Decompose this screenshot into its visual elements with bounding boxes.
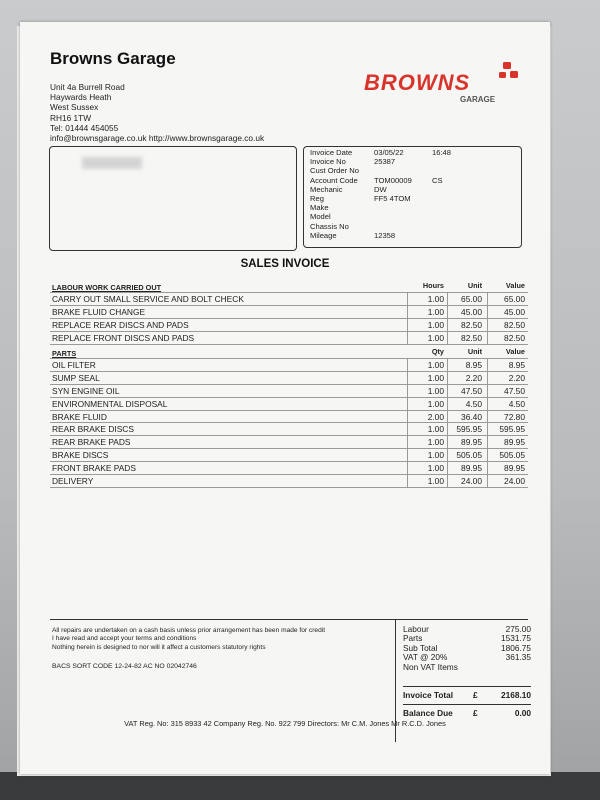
detail-value: 03/05/22 xyxy=(374,148,404,157)
item-description: REAR BRAKE PADS xyxy=(52,437,131,448)
total-label: Non VAT Items xyxy=(403,661,458,672)
labour-rows xyxy=(50,292,528,345)
column-separator xyxy=(487,462,488,474)
detail-label: Mechanic xyxy=(310,184,343,194)
item-unit-price: 82.50 xyxy=(461,332,482,343)
detail-label: Invoice No xyxy=(310,157,346,167)
detail-value xyxy=(374,212,432,221)
item-unit-price: 505.05 xyxy=(456,450,482,461)
total-value: 361.35 xyxy=(505,652,531,663)
invoice-detail-row xyxy=(310,185,451,194)
item-value: 505.05 xyxy=(499,450,525,461)
parts-rows xyxy=(50,358,528,488)
invoice-detail-row xyxy=(310,157,451,166)
table-row xyxy=(50,305,528,318)
item-unit-price: 4.50 xyxy=(465,398,482,409)
logo-subtext: GARAGE xyxy=(460,95,496,104)
invoice-detail-row xyxy=(310,231,451,240)
item-description: BRAKE FLUID CHANGE xyxy=(52,306,146,317)
column-separator xyxy=(407,398,408,410)
address-line: RH16 1TW xyxy=(50,112,92,123)
hours-header: Hours xyxy=(422,281,444,290)
item-description: REPLACE REAR DISCS AND PADS xyxy=(52,319,189,330)
invoice-total-currency: £ xyxy=(473,690,478,700)
table-edge xyxy=(0,772,600,800)
column-separator xyxy=(487,319,488,331)
item-unit-price: 89.95 xyxy=(461,463,482,474)
detail-value xyxy=(374,222,432,231)
total-value: 1531.75 xyxy=(501,633,531,644)
item-description: BRAKE DISCS xyxy=(52,450,109,461)
terms-line: All repairs are undertaken on a cash basis unless prior arrangement has been made for credit xyxy=(52,627,326,634)
column-separator xyxy=(407,293,408,305)
browns-logo xyxy=(360,60,525,110)
value-header: Value xyxy=(505,281,525,290)
column-separator xyxy=(447,398,448,410)
item-value: 47.50 xyxy=(504,385,525,396)
labour-table xyxy=(50,281,528,345)
item-quantity: 1.00 xyxy=(427,372,444,383)
item-value: 65.00 xyxy=(504,294,525,304)
column-separator xyxy=(447,372,448,384)
item-unit-price: 8.95 xyxy=(465,360,482,370)
item-quantity: 1.00 xyxy=(427,450,444,461)
invoice-detail-row xyxy=(310,166,451,175)
item-quantity: 1.00 xyxy=(427,437,444,448)
column-separator xyxy=(447,359,448,371)
item-value: 24.00 xyxy=(504,476,525,487)
invoice-detail-row xyxy=(310,222,451,231)
item-description: CARRY OUT SMALL SERVICE AND BOLT CHECK xyxy=(52,294,244,304)
total-label: Parts xyxy=(403,633,423,644)
labour-section-title: LABOUR WORK CARRIED OUT xyxy=(52,283,162,292)
detail-label: Cust Order No xyxy=(310,166,359,176)
column-separator xyxy=(407,385,408,397)
total-row xyxy=(403,663,531,672)
detail-label: Mileage xyxy=(310,230,337,240)
item-description: DELIVERY xyxy=(52,476,94,487)
column-separator xyxy=(487,359,488,371)
footer-divider xyxy=(50,619,528,620)
column-separator xyxy=(447,319,448,331)
total-value: 275.00 xyxy=(505,624,531,634)
column-separator xyxy=(447,332,448,344)
column-separator xyxy=(487,436,488,448)
detail-label: Make xyxy=(310,203,329,213)
item-unit-price: 47.50 xyxy=(461,385,482,396)
address-line: West Sussex xyxy=(50,102,99,113)
column-separator xyxy=(447,385,448,397)
column-separator xyxy=(407,449,408,461)
column-separator xyxy=(407,319,408,331)
table-row xyxy=(50,448,528,461)
total-label: Sub Total xyxy=(403,642,438,653)
table-row xyxy=(50,410,528,423)
column-separator xyxy=(447,411,448,423)
company-contact: info@brownsgarage.co.uk http://www.brownsgarage.co.uk xyxy=(50,133,265,144)
column-separator xyxy=(407,332,408,344)
table-row xyxy=(50,292,528,305)
column-separator xyxy=(407,423,408,435)
column-separator xyxy=(447,462,448,474)
column-separator xyxy=(487,385,488,397)
company-tel: Tel: 01444 454055 xyxy=(50,122,119,133)
detail-value: FF5 4TOM xyxy=(374,194,411,204)
column-separator xyxy=(487,293,488,305)
column-separator xyxy=(447,475,448,487)
balance-due-value: 0.00 xyxy=(514,708,531,718)
column-separator xyxy=(487,411,488,423)
table-row xyxy=(50,331,528,345)
item-description: SYN ENGINE OIL xyxy=(52,385,120,396)
column-separator xyxy=(407,359,408,371)
table-row xyxy=(50,397,528,410)
column-separator xyxy=(487,332,488,344)
item-value: 82.50 xyxy=(504,319,525,330)
column-separator xyxy=(447,293,448,305)
unit-header: Unit xyxy=(467,347,482,356)
column-separator xyxy=(487,475,488,487)
detail-label: Account Code xyxy=(310,175,358,185)
item-quantity: 1.00 xyxy=(427,463,444,474)
terms-line: I have read and accept your terms and conditions xyxy=(52,635,197,643)
item-value: 8.95 xyxy=(508,360,525,370)
column-separator xyxy=(487,398,488,410)
invoice-detail-row xyxy=(310,203,451,212)
item-unit-price: 89.95 xyxy=(461,437,482,448)
table-row xyxy=(50,318,528,331)
column-separator xyxy=(407,475,408,487)
logo-text: BROWNS xyxy=(364,70,471,95)
column-separator xyxy=(487,372,488,384)
table-row xyxy=(50,474,528,488)
item-description: ENVIRONMENTAL DISPOSAL xyxy=(52,398,168,409)
company-footer: VAT Reg. No: 315 8933 42 Company Reg. No. 922 799 Directors: Mr C.M. Jones Mr R.C.D. Jones xyxy=(124,719,446,728)
item-value: 89.95 xyxy=(504,463,525,474)
column-separator xyxy=(487,306,488,318)
item-unit-price: 24.00 xyxy=(461,476,482,487)
column-separator xyxy=(407,306,408,318)
invoice-total-value: 2168.10 xyxy=(501,690,531,700)
column-separator xyxy=(407,372,408,384)
item-quantity: 1.00 xyxy=(427,476,444,487)
address-line: Unit 4a Burrell Road xyxy=(50,82,125,92)
detail-label: Reg xyxy=(310,194,324,204)
item-description: FRONT BRAKE PADS xyxy=(52,463,136,474)
detail-label: Invoice Date xyxy=(310,148,353,157)
item-description: BRAKE FLUID xyxy=(52,411,107,422)
parts-header xyxy=(50,347,528,358)
invoice-total-row xyxy=(403,686,531,704)
item-quantity: 1.00 xyxy=(427,360,444,370)
column-separator xyxy=(407,462,408,474)
invoice-details xyxy=(310,148,451,240)
total-label: VAT @ 20% xyxy=(403,652,448,663)
qty-header: Qty xyxy=(431,347,444,356)
detail-value: 25387 xyxy=(374,157,396,167)
value-header: Value xyxy=(505,347,525,356)
terms-notes xyxy=(52,627,325,652)
invoice-detail-row xyxy=(310,194,451,203)
address-line: Haywards Heath xyxy=(50,92,112,103)
item-quantity: 1.00 xyxy=(427,385,444,396)
item-unit-price: 82.50 xyxy=(461,319,482,330)
detail-value: CS xyxy=(432,175,443,185)
total-label: Labour xyxy=(403,624,429,634)
item-value: 595.95 xyxy=(499,424,525,435)
item-value: 72.80 xyxy=(504,411,525,422)
unit-header: Unit xyxy=(467,281,482,290)
item-quantity: 1.00 xyxy=(427,294,444,304)
invoice-page xyxy=(20,22,550,774)
logo-square xyxy=(499,72,506,78)
column-separator xyxy=(407,411,408,423)
column-separator xyxy=(447,436,448,448)
item-value: 45.00 xyxy=(504,306,525,317)
table-row xyxy=(50,358,528,371)
invoice-detail-row xyxy=(310,176,451,185)
company-address xyxy=(50,82,264,143)
item-value: 89.95 xyxy=(504,437,525,448)
company-name: Browns Garage xyxy=(50,49,176,68)
item-value: 4.50 xyxy=(508,398,525,409)
parts-section-title: PARTS xyxy=(52,349,77,358)
item-quantity: 1.00 xyxy=(427,424,444,435)
item-unit-price: 65.00 xyxy=(461,294,482,304)
detail-value: DW xyxy=(374,184,387,194)
item-description: REPLACE FRONT DISCS AND PADS xyxy=(52,332,195,343)
bacs-details: BACS SORT CODE 12-24-82 AC NO 02042746 xyxy=(52,663,197,670)
column-separator xyxy=(407,436,408,448)
invoice-detail-row xyxy=(310,212,451,221)
item-quantity: 1.00 xyxy=(427,398,444,409)
item-unit-price: 595.95 xyxy=(456,424,482,435)
totals-summary xyxy=(403,625,531,672)
balance-due-currency: £ xyxy=(473,708,478,718)
column-separator xyxy=(487,423,488,435)
grand-totals xyxy=(403,686,531,722)
invoice-detail-row xyxy=(310,148,451,157)
table-row xyxy=(50,384,528,397)
item-quantity: 1.00 xyxy=(427,306,444,317)
detail-value: TOM00009 xyxy=(374,175,412,185)
item-quantity: 1.00 xyxy=(427,319,444,330)
detail-label: Model xyxy=(310,212,331,222)
table-row xyxy=(50,461,528,474)
item-unit-price: 2.20 xyxy=(465,372,482,383)
column-separator xyxy=(447,306,448,318)
item-unit-price: 36.40 xyxy=(461,411,482,422)
logo-square xyxy=(503,62,511,69)
balance-due-label: Balance Due xyxy=(403,708,453,718)
item-quantity: 2.00 xyxy=(427,411,444,422)
detail-label: Chassis No xyxy=(310,221,349,231)
invoice-total-label: Invoice Total xyxy=(403,690,454,700)
redacted-customer-name xyxy=(82,157,142,169)
logo-square xyxy=(510,71,518,78)
item-unit-price: 45.00 xyxy=(461,306,482,317)
table-row xyxy=(50,435,528,448)
item-value: 2.20 xyxy=(508,372,525,383)
column-separator xyxy=(487,449,488,461)
table-row xyxy=(50,371,528,384)
labour-header xyxy=(50,281,528,292)
table-row xyxy=(50,422,528,435)
parts-table xyxy=(50,347,528,488)
detail-value xyxy=(374,203,432,212)
detail-value xyxy=(374,166,432,175)
detail-value: 16:48 xyxy=(432,148,452,157)
column-separator xyxy=(447,423,448,435)
detail-value: 12358 xyxy=(374,230,396,240)
total-value: 1806.75 xyxy=(501,642,531,653)
document-title: SALES INVOICE xyxy=(240,258,330,270)
item-quantity: 1.00 xyxy=(427,332,444,343)
item-description: REAR BRAKE DISCS xyxy=(52,424,134,435)
item-description: SUMP SEAL xyxy=(52,372,100,383)
item-value: 82.50 xyxy=(504,332,525,343)
column-separator xyxy=(447,449,448,461)
item-description: OIL FILTER xyxy=(52,360,96,370)
terms-line: Nothing herein is designed to nor will it affect a customers statutory rights xyxy=(52,643,266,651)
